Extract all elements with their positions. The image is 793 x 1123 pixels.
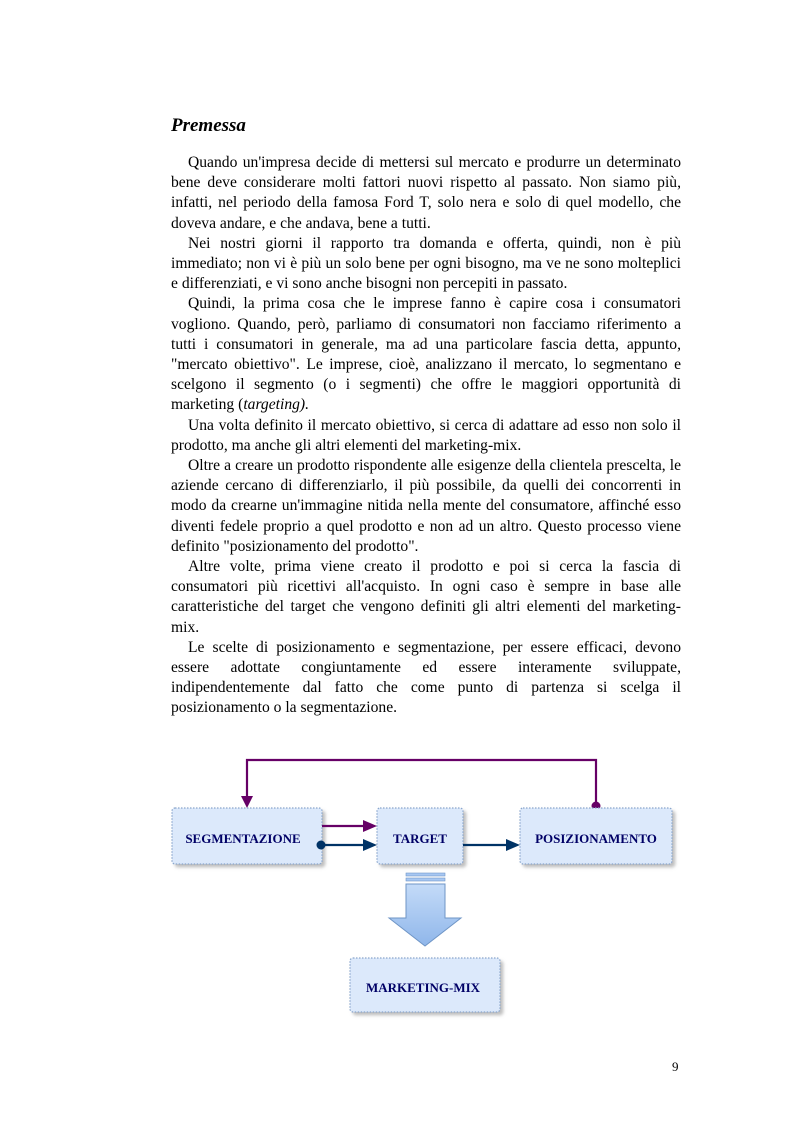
paragraph-2: Nei nostri giorni il rapporto tra domanda e offerta, quindi, non è più immediato; non vi è più un solo bene per ogni bisogno, ma ve ne sono molteplici e differenziati, e vi sono anche bisogni non percepiti in passato. <box>171 234 681 293</box>
paragraph-5: Oltre a creare un prodotto rispondente alle esigenze della clientela prescelta, le aziende cercano di differenziarlo, il più possibile, da quelli dei concorrenti in modo da crearne un'immagine nitida nella mente del consumatore, affinché esso diventi fedele proprio a quel prodotto e non ad un altro. Questo processo viene definito "posizionamento del prodotto". <box>171 457 681 555</box>
marketing-mix-label: MARKETING-MIX <box>365 980 481 995</box>
down-block-arrow <box>389 873 461 946</box>
paragraph-7: Le scelte di posizionamento e segmentazione, per essere efficaci, devono essere adottate congiuntamente ed essere interamente sviluppate, indipendentemente dal fatto che come punto di partenza si scelga il posizionamento o la segmentazione. <box>171 638 681 717</box>
paragraph-6: Altre volte, prima viene creato il prodotto e poi si cerca la fascia di consumatori più ricettivi all'acquisto. In ogni caso è sempre in base alle caratteristiche del target che vengono definiti gli altri elementi del marketing-mix. <box>171 558 681 636</box>
paragraph-1: Quando un'impresa decide di mettersi sul mercato e produrre un determinato bene deve considerare molti fattori nuovi rispetto al passato. Non siamo più, infatti, nel periodo della famosa Ford T, solo nera e solo di quel modello, che doveva andare, e che andava, bene a tutti. <box>171 154 681 232</box>
section-heading: Premessa <box>171 115 246 136</box>
paragraph-4: Una volta definito il mercato obiettivo, si cerca di adattare ad esso non solo il prodotto, ma anche gli altri elementi del marketing-mix. <box>171 416 681 454</box>
target-label: TARGET <box>393 831 447 846</box>
segmentazione-label: SEGMENTAZIONE <box>185 831 301 846</box>
feedback-loop-arrow <box>241 760 601 811</box>
target-to-posizionamento-arrow <box>463 839 520 851</box>
page-number: 9 <box>672 1059 679 1074</box>
targeting-term: targeting). <box>243 396 309 414</box>
posizionamento-label: POSIZIONAMENTO <box>535 831 657 846</box>
segmentazione-to-target-arrow-bottom <box>317 839 378 851</box>
paragraph-3-text: Quindi, la prima cosa che le imprese fanno è capire cosa i consumatori vogliono. Quando, però, parliamo di consumatori non facciamo riferimento a tutti i consumatori in generale, ma ad una particolare fascia detta, appunto, "mercato obiettivo". Le imprese, cioè, analizzano il mercato, lo segmentano e scelgono il segmento (o i segmenti) che offre le maggiori opportunità di marketing ( <box>171 295 681 414</box>
segmentazione-to-target-arrow-top <box>322 820 377 832</box>
